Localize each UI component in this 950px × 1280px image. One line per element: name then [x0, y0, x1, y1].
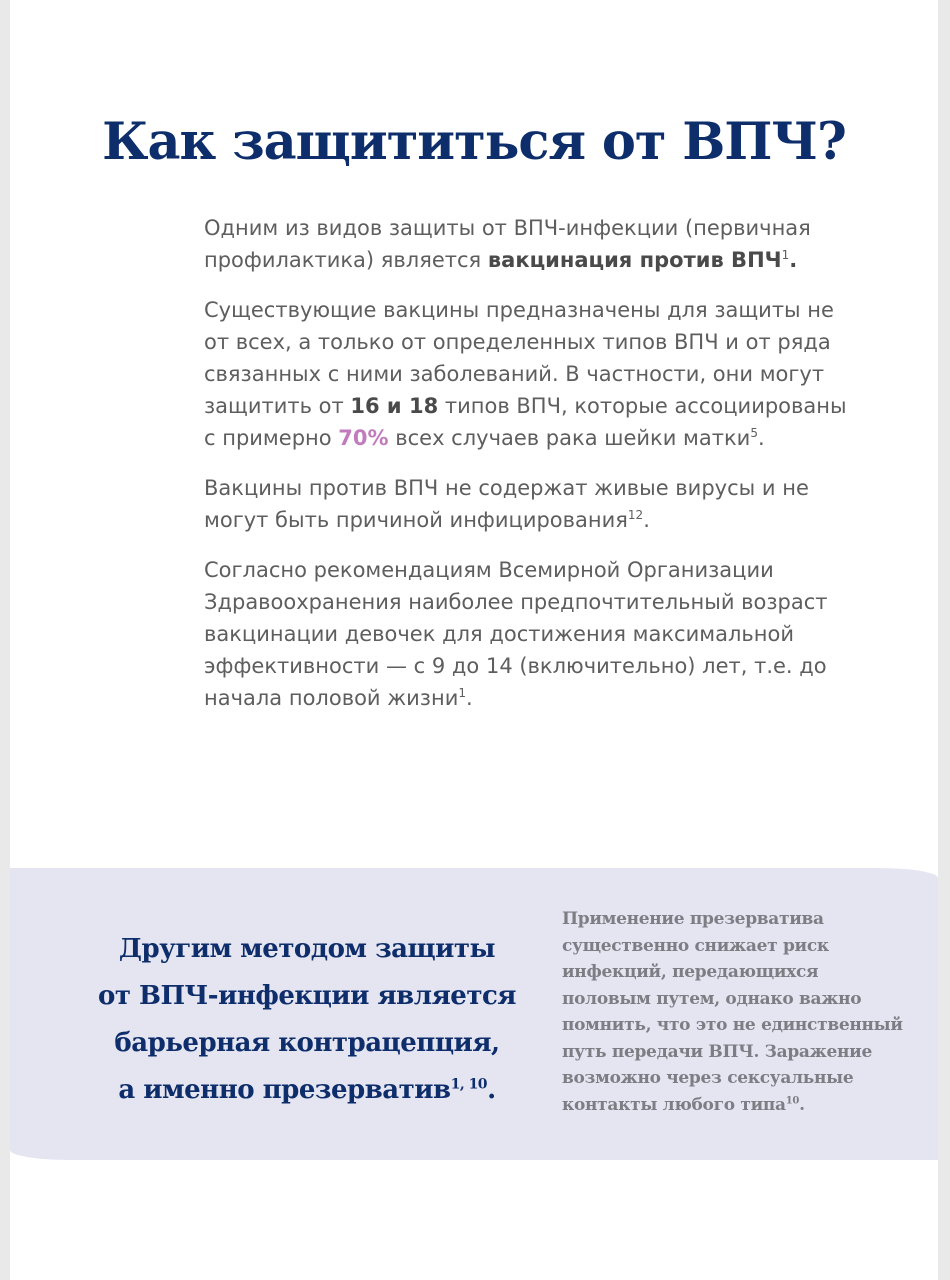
paragraph-safety — [204, 472, 864, 536]
footnote-ref: 12 — [627, 508, 644, 522]
band-note-end: . — [799, 1094, 805, 1115]
band-heading-text: а именно презерватив — [118, 1075, 451, 1105]
page — [10, 0, 938, 1280]
band-heading-line — [82, 1067, 532, 1114]
footnote-ref: 5 — [750, 426, 758, 440]
paragraph-end: . — [789, 248, 798, 272]
paragraph-text: Согласно рекомендациям Всемирной Организации Здравоохранения наиболее предпочтительный возраст вакцинации девочек для достижения максимальной эффективности — с 9 до 14 (включительно) лет, т.е. до начала половой жизни — [204, 558, 828, 710]
paragraph-vaccine-types — [204, 294, 864, 454]
paragraph-vaccination — [204, 212, 864, 276]
footnote-ref: 1, 10 — [450, 1076, 488, 1093]
paragraph-end: . — [643, 508, 650, 532]
paragraph-text: Вакцины против ВПЧ не содержат живые вирусы и не могут быть причиной инфицирования — [204, 476, 809, 532]
band-heading — [82, 926, 532, 1114]
main-text — [204, 212, 864, 732]
paragraph-text: типов ВПЧ, которые ассоциированы с примерно — [204, 394, 847, 450]
paragraph-text: Существующие вакцины предназначены для защиты не от всех, а только от определенных типов ВПЧ и от ряда связанных с ними заболеваний. В частности, они могут защитить от — [204, 298, 834, 418]
band-heading-end: . — [487, 1075, 496, 1105]
paragraph-who-recommendation — [204, 554, 864, 714]
paragraph-text: Одним из видов защиты от ВПЧ-инфекции (первичная профилактика) является — [204, 216, 811, 272]
paragraph-end: . — [757, 426, 765, 450]
paragraph-text: всех случаев рака шейки матки — [388, 426, 751, 450]
page-title: Как защититься от ВПЧ? — [102, 112, 846, 172]
band-heading-line: от ВПЧ-инфекции является — [98, 981, 516, 1011]
footnote-ref: 10 — [785, 1094, 800, 1106]
barrier-contraception-band — [10, 868, 938, 1160]
emphasis-vaccination: вакцинация против ВПЧ — [487, 248, 782, 272]
footnote-ref: 1 — [781, 248, 790, 262]
paragraph-end: . — [466, 686, 473, 710]
band-heading-line: барьерная контрацепция, — [114, 1028, 500, 1058]
highlight-percent: 70% — [338, 426, 389, 450]
footnote-ref: 1 — [458, 686, 466, 700]
band-note — [562, 906, 912, 1118]
emphasis-types: 16 и 18 — [350, 394, 439, 418]
band-heading-line: Другим методом защиты — [118, 934, 496, 964]
band-note-text: Применение презерватива существенно снижает риск инфекций, передающихся половым путем, однако важно помнить, что это не единственный путь передачи ВПЧ. Заражение возможно через сексуальные контакты любого типа — [562, 909, 903, 1115]
